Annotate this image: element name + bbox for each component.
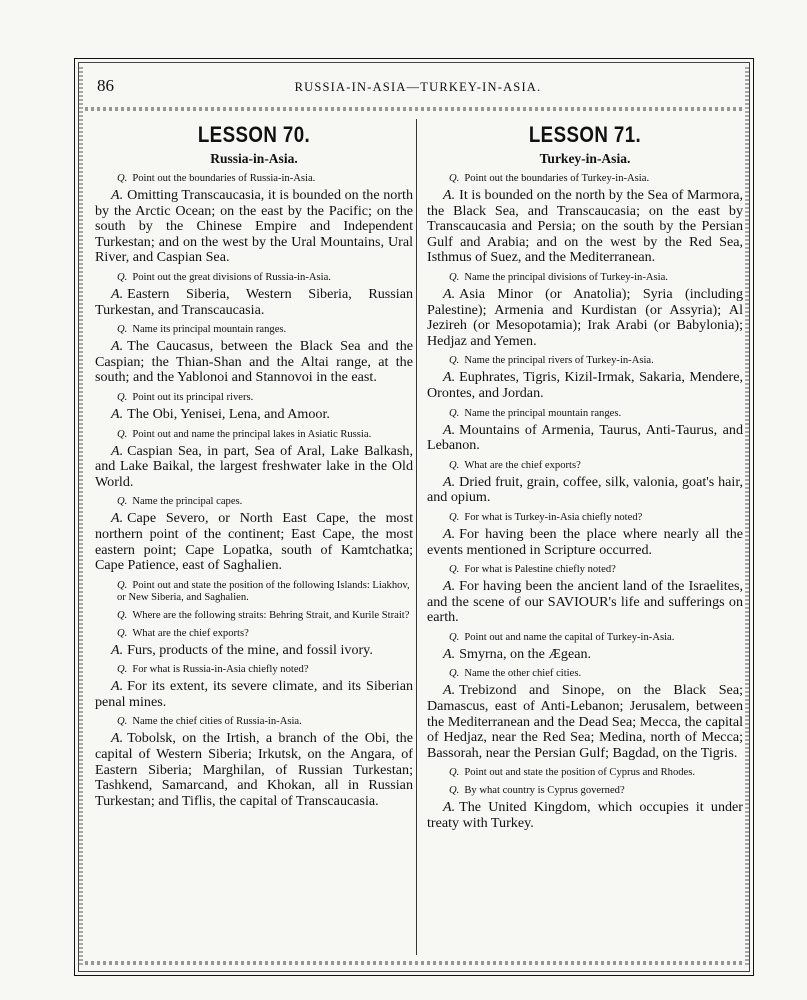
page-header: [97, 74, 739, 104]
qa-list: [427, 173, 743, 832]
answer-label: A.: [111, 338, 124, 355]
question-label: Q.: [117, 271, 128, 283]
page-number: 86: [97, 76, 114, 95]
question-label: Q.: [449, 407, 460, 419]
question-text: Point out and name the capital of Turkey-in-Asia.: [464, 631, 675, 643]
question: [427, 632, 743, 644]
lesson-title: LESSON 71.: [528, 122, 642, 147]
question: [95, 272, 413, 284]
answer-label: A.: [111, 442, 124, 459]
question-label: Q.: [449, 631, 460, 643]
question-label: Q.: [449, 355, 460, 367]
answer: [95, 731, 413, 809]
answer: [95, 188, 413, 266]
lesson-subtitle: Turkey-in-Asia.: [539, 151, 631, 166]
question-text: What are the chief exports?: [132, 627, 249, 639]
answer-label: A.: [111, 510, 124, 527]
question: [95, 716, 413, 728]
question-text: Point out the great divisions of Russia-in-Asia.: [132, 271, 331, 283]
answer: [95, 339, 413, 386]
question: [427, 512, 743, 524]
question: [95, 610, 413, 622]
page-frame: [74, 58, 754, 976]
answer-text: Caspian Sea, in part, Sea of Aral, Lake Balkash, and Lake Baikal, the largest freshwater lake in the Old World.: [95, 442, 413, 490]
column-divider: [416, 119, 417, 955]
question-text: Name the principal divisions of Turkey-in-Asia.: [464, 271, 668, 283]
question-label: Q.: [449, 511, 460, 523]
answer: [427, 647, 743, 663]
answer: [95, 444, 413, 491]
question: [95, 324, 413, 336]
answer-label: A.: [111, 285, 124, 302]
question: [95, 628, 413, 640]
answer-label: A.: [443, 578, 456, 595]
answer: [95, 511, 413, 573]
answer-text: The Obi, Yenisei, Lena, and Amoor.: [127, 405, 330, 422]
answer-text: Eastern Siberia, Western Siberia, Russian Turkestan, and Transcaucasia.: [95, 285, 413, 318]
answer-text: Cape Severo, or North East Cape, the most northern point of the continent; East Cape, the most eastern point; Cape Lopatka, south of Kamtchatka; Cape Patience, east of Saghalien.: [95, 510, 413, 574]
answer: [427, 188, 743, 266]
answer: [427, 475, 743, 506]
question-text: Name the principal capes.: [132, 496, 243, 508]
answer-text: For having been the ancient land of the Israelites, and the scene of our SAVIOUR's life and sufferings on earth.: [427, 578, 743, 626]
question-text: Point out and state the position of Cyprus and Rhodes.: [464, 767, 696, 779]
question: [427, 173, 743, 185]
answer-label: A.: [111, 641, 124, 658]
question-text: For what is Turkey-in-Asia chiefly noted?: [464, 511, 643, 523]
answer-label: A.: [443, 285, 456, 302]
answer: [427, 287, 743, 349]
answer-text: Trebizond and Sinope, on the Black Sea; Damascus, east of Anti-Lebanon; Jerusalem, between the Mediterranean and the Dead Sea; Mecca, the capital of Hedjaz, near the Red Sea; Medina, north of Mecca; Bassorah, near the Persian Gulf; Bagdad, on the Tigris.: [427, 682, 743, 761]
question-text: Point out and name the principal lakes in Asiatic Russia.: [132, 428, 372, 440]
question: [427, 460, 743, 472]
answer-label: A.: [443, 799, 456, 816]
question-label: Q.: [449, 459, 460, 471]
question-label: Q.: [117, 391, 128, 403]
question-text: Name the principal rivers of Turkey-in-Asia.: [464, 355, 654, 367]
question-text: Name the chief cities of Russia-in-Asia.: [132, 716, 302, 728]
question: [427, 785, 743, 797]
running-head: RUSSIA-IN-ASIA—TURKEY-IN-ASIA.: [294, 80, 542, 94]
answer-label: A.: [443, 187, 456, 203]
answer-text: For having been the place where nearly all the events mentioned in Scripture occurred.: [427, 525, 743, 558]
answer-label: A.: [111, 730, 124, 747]
answer: [427, 683, 743, 761]
answer: [95, 407, 413, 423]
header-ornament-rule: [85, 107, 743, 111]
answer-label: A.: [443, 369, 456, 386]
question-label: Q.: [117, 664, 128, 676]
question: [427, 767, 743, 779]
question: [95, 580, 413, 604]
question: [427, 272, 743, 284]
question-label: Q.: [449, 271, 460, 283]
answer-text: Omitting Transcaucasia, it is bounded on the north by the Arctic Ocean; on the east by the Pacific; on the south by the Chinese Empire and Independent Turkestan; and on the west by the Ural Mountains, Ural River, and Caspian Sea.: [95, 187, 413, 266]
question-text: Point out the boundaries of Russia-in-Asia.: [132, 173, 316, 184]
question-label: Q.: [117, 324, 128, 336]
question-label: Q.: [117, 609, 128, 621]
lesson-70-column: [95, 121, 413, 813]
question: [427, 668, 743, 680]
answer-label: A.: [443, 473, 456, 490]
lesson-title: LESSON 70.: [197, 122, 311, 147]
answer: [95, 287, 413, 318]
answer: [95, 643, 413, 659]
answer-label: A.: [443, 421, 456, 438]
right-ornament-border: [745, 67, 749, 967]
answer-text: The Caucasus, between the Black Sea and the Caspian; the Thian-Shan and the Altai range, at the south; and the Yablonoi and Stannovoi in the east.: [95, 338, 413, 386]
question-text: Point out the boundaries of Turkey-in-Asia.: [464, 173, 650, 184]
lesson-subtitle: Russia-in-Asia.: [210, 151, 298, 166]
question-text: By what country is Cyprus governed?: [464, 785, 625, 797]
answer: [427, 579, 743, 626]
answer: [427, 423, 743, 454]
answer-text: Euphrates, Tigris, Kizil-Irmak, Sakaria, Mendere, Orontes, and Jordan.: [427, 369, 743, 401]
question-text: Point out its principal rivers.: [132, 391, 254, 403]
question-label: Q.: [117, 173, 128, 184]
question-text: Where are the following straits: Behring Strait, and Kurile Strait?: [132, 609, 410, 621]
question-label: Q.: [117, 627, 128, 639]
question-text: Point out and state the position of the following Islands: Liakhov, or New Siberia, and Saghalien.: [117, 579, 410, 603]
answer: [427, 370, 743, 401]
question-label: Q.: [449, 785, 460, 797]
answer-label: A.: [111, 405, 124, 422]
footer-ornament-rule: [85, 961, 743, 965]
question-label: Q.: [117, 496, 128, 508]
answer-text: Furs, products of the mine, and fossil ivory.: [127, 641, 373, 658]
question-label: Q.: [117, 716, 128, 728]
question: [427, 355, 743, 367]
question-text: What are the chief exports?: [464, 459, 581, 471]
question: [95, 429, 413, 441]
question-text: Name the principal mountain ranges.: [464, 407, 622, 419]
question: [427, 408, 743, 420]
answer-label: A.: [111, 187, 124, 203]
answer-text: Mountains of Armenia, Taurus, Anti-Taurus, and Lebanon.: [427, 421, 743, 454]
answer-label: A.: [111, 678, 124, 695]
answer: [427, 527, 743, 558]
question: [95, 664, 413, 676]
answer-text: The United Kingdom, which occupies it under treaty with Turkey.: [427, 799, 743, 832]
answer-text: It is bounded on the north by the Sea of Marmora, the Black Sea, and Transcaucasia; on the east by Transcaucasia and Persia; on the south by the Persian Gulf and Arabia; and on the west by the Red Sea, Isthmus of Suez, and the Mediterranean.: [427, 187, 743, 266]
question-text: For what is Palestine chiefly noted?: [464, 564, 616, 576]
answer: [95, 679, 413, 710]
question-text: Name its principal mountain ranges.: [132, 324, 287, 336]
question: [95, 173, 413, 185]
lesson-71-column: [427, 121, 743, 836]
qa-list: [95, 173, 413, 809]
answer-text: Dried fruit, grain, coffee, silk, valonia, goat's hair, and opium.: [427, 473, 743, 506]
answer-text: For its extent, its severe climate, and its Siberian penal mines.: [95, 678, 413, 710]
answer-text: Smyrna, on the Ægean.: [459, 645, 592, 662]
question-text: For what is Russia-in-Asia chiefly noted?: [132, 664, 309, 676]
question-label: Q.: [117, 579, 128, 591]
question: [427, 564, 743, 576]
question: [95, 496, 413, 508]
question: [95, 392, 413, 404]
answer-label: A.: [443, 645, 456, 662]
answer-text: Asia Minor (or Anatolia); Syria (including Palestine); Armenia and Kurdistan (or Assyria); Al Jezireh (or Mesopotamia); Irak Arabi (or Babylonia); Hedjaz and Yemen.: [427, 285, 743, 349]
question-label: Q.: [449, 668, 460, 680]
answer: [427, 800, 743, 831]
question-label: Q.: [449, 173, 460, 184]
answer-text: Tobolsk, on the Irtish, a branch of the Obi, the capital of Western Siberia; Irkutsk, on the Angara, of Eastern Siberia; Marghilan, of Russian Turkestan; Tashkend, Samarcand, and Khokan, all in Russian Turkestan; and Tiflis, the capital of Transcaucasia.: [95, 730, 413, 809]
question-text: Name the other chief cities.: [464, 668, 582, 680]
question-label: Q.: [449, 564, 460, 576]
answer-label: A.: [443, 682, 456, 699]
question-label: Q.: [449, 767, 460, 779]
answer-label: A.: [443, 525, 456, 542]
left-ornament-border: [79, 67, 83, 967]
question-label: Q.: [117, 428, 128, 440]
